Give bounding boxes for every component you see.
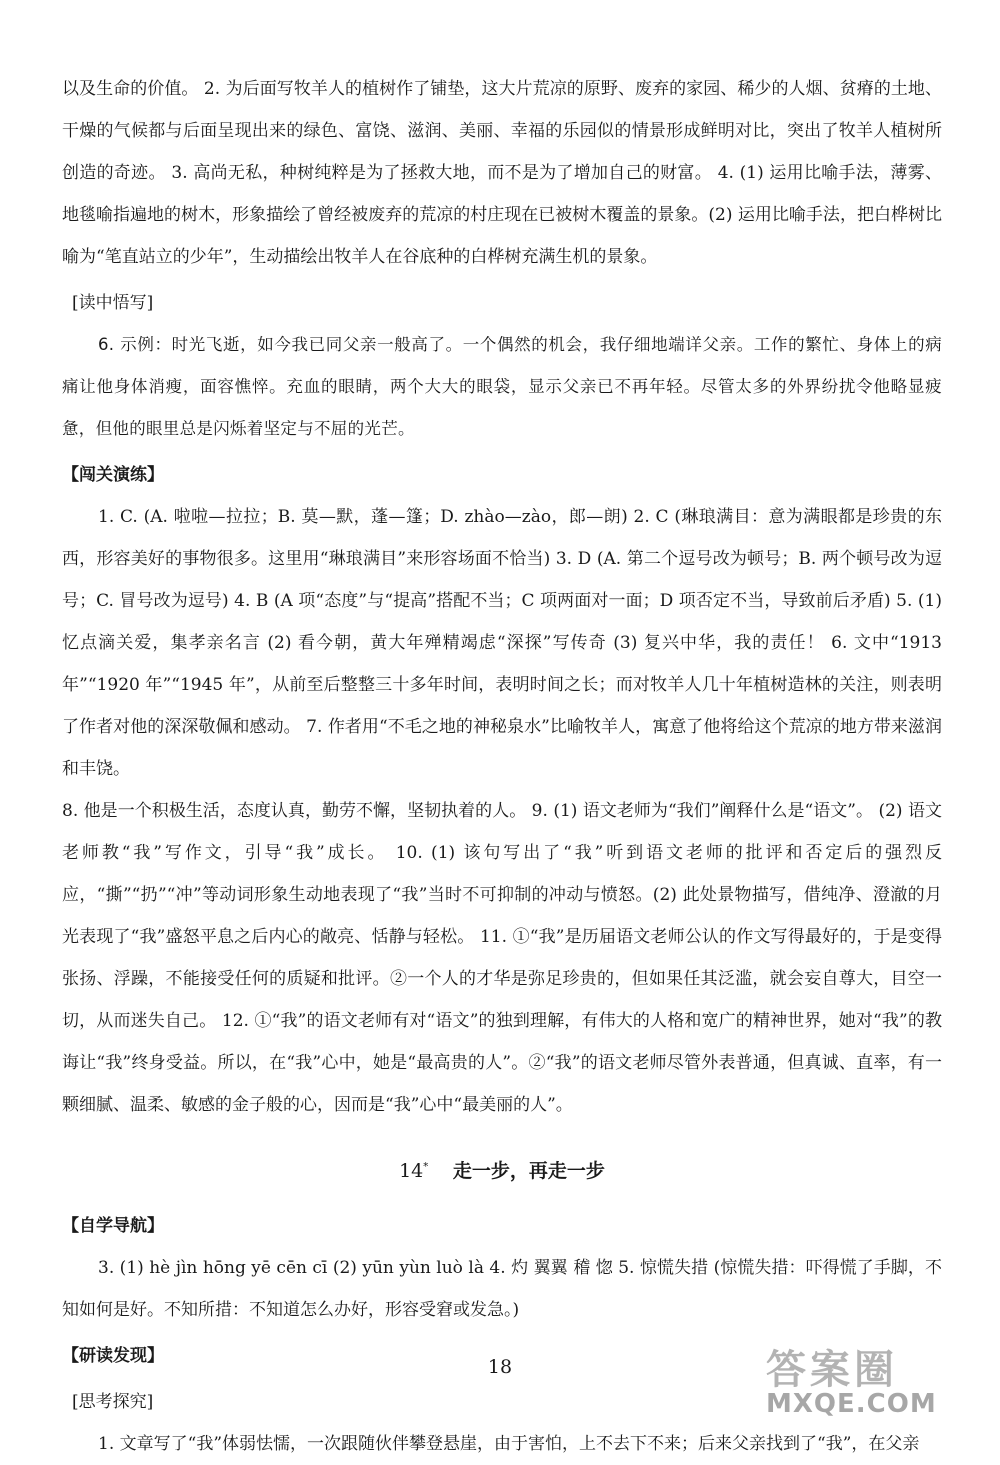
section-label-practice: 【闯关演练】 — [62, 465, 164, 485]
section-label-reading-writing: [读中悟写] — [72, 293, 154, 313]
answer-paragraph-practice-1: 1. C. (A. 啦啦—拉拉；B. 莫—默，蓬—篷；D. zhào—zào，郎—朗) 2. C (琳琅满目：意为满眼都是珍贵的东西，形容美好的事物很多。这里用“琳琅满目”来形容场面不恰当) 3. D (A. 第二个逗号改为顿号；B. 两个顿号改为逗号；C. 冒号改为逗号) 4. B (A 项“态度”与“提高”搭配不当；C 项两面对一面；D 项否定不当，导致前后矛盾) 5. (1) 忆点滴关爱，集孝亲名言 (2) 看今朝，黄大年殚精竭虑“深探”写传奇 (3) 复兴中华，我的责任！ 6. 文中“1913 年”“1920 年”“1945 年”，从前至后整整三十多年时间，表明时间之长；而对牧羊人几十年植树造林的关注，则表明了作者对他的深深敬佩和感动。 7. 作者用“不毛之地的神秘泉水”比喻牧羊人，寓意了他将给这个荒凉的地方带来滋润和丰饶。 — [62, 507, 942, 779]
section-label-research: 【研读发现】 — [62, 1346, 164, 1366]
watermark-logo — [766, 1338, 986, 1426]
lesson-number — [399, 1160, 428, 1182]
page-content — [62, 68, 942, 1465]
answer-paragraph-example: 6. 示例：时光飞逝，如今我已同父亲一般高了。一个偶然的机会，我仔细地端详父亲。工作的繁忙、身体上的病痛让他身体消瘦，面容憔悴。充血的眼睛，两个大大的眼袋，显示父亲已不再年轻。尽管太多的外界纷扰令他略显疲惫，但他的眼里总是闪烁着坚定与不屈的光芒。 — [62, 335, 942, 438]
answer-paragraph-self-study: 3. (1) hè jìn hōng yē cēn cī (2) yūn yùn luò là 4. 灼 翼翼 稽 惚 5. 惊慌失措 (惊慌失措：吓得慌了手脚，不知如何是好。不知所措：不知道怎么办好，形容受窘或发急。) — [62, 1258, 942, 1320]
answer-paragraph-top: 以及生命的价值。 2. 为后面写牧羊人的植树作了铺垫，这大片荒凉的原野、废弃的家园、稀少的人烟、贫瘠的土地、干燥的气候都与后面呈现出来的绿色、富饶、滋润、美丽、幸福的乐园似的情景形成鲜明对比，突出了牧羊人植树所创造的奇迹。 3. 高尚无私，种树纯粹是为了拯救大地，而不是为了增加自己的财富。 4. (1) 运用比喻手法，薄雾、地毯喻指遍地的树木，形象描绘了曾经被废弃的荒凉的村庄现在已被树木覆盖的景象。(2) 运用比喻手法，把白桦树比喻为“笔直站立的少年”，生动描绘出牧羊人在谷底种的白桦树充满生机的景象。 — [62, 79, 942, 267]
lesson-title-block — [62, 1156, 942, 1183]
page-number: 18 — [487, 1356, 513, 1378]
watermark-line-2: MXQE.COM — [766, 1389, 937, 1419]
lesson-title: 走一步，再走一步 — [452, 1160, 605, 1182]
lesson-marker: * — [423, 1161, 429, 1173]
answer-paragraph-research: 1. 文章写了“我”体弱怯懦，一次跟随伙伴攀登悬崖，由于害怕，上不去下不来；后来父亲找到了“我”，在父亲 — [98, 1434, 920, 1454]
answer-paragraph-practice-2: 8. 他是一个积极生活，态度认真，勤劳不懈，坚韧执着的人。 9. (1) 语文老师为“我们”阐释什么是“语文”。 (2) 语文老师教“我”写作文，引导“我”成长。 10. (1) 该句写出了“我”听到语文老师的批评和否定后的强烈反应，“撕”“扔”“冲”等动词形象生动地表现了“我”当时不可抑制的冲动与愤怒。(2) 此处景物描写，借纯净、澄澈的月光表现了“我”盛怒平息之后内心的敞亮、恬静与轻松。 11. ①“我”是历届语文老师公认的作文写得最好的，于是变得张扬、浮躁，不能接受任何的质疑和批评。②一个人的才华是弥足珍贵的，但如果任其泛滥，就会妄自尊大，目空一切，从而迷失自己。 12. ①“我”的语文老师有对“语文”的独到理解，有伟大的人格和宽广的精神世界，她对“我”的教诲让“我”终身受益。所以，在“我”心中，她是“最高贵的人”。②“我”的语文老师尽管外表普通，但真诚、直率，有一颗细腻、温柔、敏感的金子般的心，因而是“我”心中“最美丽的人”。 — [62, 801, 942, 1115]
section-sublabel-thinking: [思考探究] — [72, 1392, 154, 1412]
section-label-self-study: 【自学导航】 — [62, 1216, 164, 1236]
lesson-number-text: 14 — [399, 1160, 424, 1182]
watermark-line-1: 答案圈 — [766, 1347, 898, 1393]
